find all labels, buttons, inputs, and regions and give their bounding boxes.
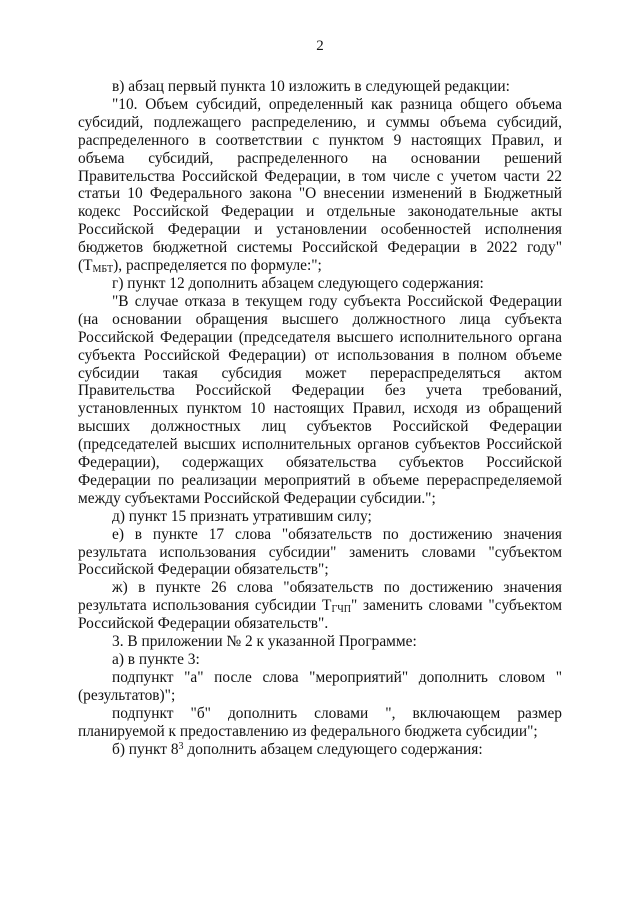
document-body — [78, 78, 562, 758]
amendment-zh-text-main: ж) в пункте 26 слова "обязательств по достижению значения результата использования субсидии Т — [78, 579, 562, 615]
superscript-3: 3 — [178, 740, 184, 752]
paragraph-amendment-g: г) пункт 12 дополнить абзацем следующего содержания: — [112, 274, 484, 292]
paragraph-item-b — [78, 741, 562, 759]
paragraph-item-10-text — [78, 96, 562, 275]
paragraph-subitem-b: подпункт "б" дополнить словами ", включающем размер планируемой к предоставлению из федерального бюджета субсидии"; — [78, 704, 562, 740]
paragraph-amendment-v: в) абзац первый пункта 10 изложить в следующей редакции: — [112, 78, 510, 95]
item-10-text-main: "10. Объем субсидий, определенный как разница общего объема субсидий, подлежащего распределению, и суммы объема субсидий, распределенного в соответствии с пунктом 9 настоящих Правил, и объема субсидий, распределенного на основании решений Правительства Российской Федерации, в том числе с учетом части 22 статьи 10 Федерального закона "О внесении изменений в Бюджетный кодекс Российской Федерации и отдельные законодательные акты Российской Федерации и установлении особенностей исполнения бюджетов бюджетной системы Российской Федерации в 2022 году" (Т — [78, 95, 562, 275]
paragraph-item-12-addition: "В случае отказа в текущем году субъекта Российской Федерации (на основании обращения высшего должностного лица субъекта Российской Федерации (председателя высшего исполнительного органа субъекта Российской Федерации) от использования в полном объеме субсидии такая субсидия может перераспределяться актом Правительства Российской Федерации без учета требований, установленных пунктом 10 настоящих Правил, исходя из обращений высших должностных лиц субъектов Российской Федерации (председателей высших исполнительных органов субъектов Российской Федерации), содержащих обязательства субъектов Российской Федерации по реализации мероприятий в объеме перераспределяемой между субъектами Российской Федерации субсидии."; — [78, 292, 562, 507]
page-number: 2 — [316, 38, 324, 54]
paragraph-subitem-a: подпункт "а" после слова "мероприятий" дополнить словом "(результатов)"; — [78, 668, 562, 704]
paragraph-item-a: а) в пункте 3: — [112, 651, 200, 668]
item-b-text-main: б) пункт 8 — [112, 740, 179, 758]
amendment-zh-text-end: " заменить словами "субъектом Российской Федерации обязательств". — [78, 597, 563, 633]
paragraph-amendment-d: д) пункт 15 признать утратившим силу; — [112, 507, 372, 525]
subscript-mbt: МБТ — [92, 264, 114, 276]
paragraph-section-3: 3. В приложении № 2 к указанной Программе: — [112, 633, 417, 651]
item-b-text-end: дополнить абзацем следующего содержания: — [183, 740, 483, 758]
subscript-gchp: ГЧП — [331, 604, 351, 616]
paragraph-amendment-e: е) в пункте 17 слова "обязательств по достижению значения результата использования субсидии" заменить словами "субъектом Российской Федерации обязательств"; — [78, 525, 562, 579]
item-10-text-end: ), распределяется по формуле:"; — [113, 257, 322, 275]
paragraph-amendment-zh — [78, 579, 562, 633]
